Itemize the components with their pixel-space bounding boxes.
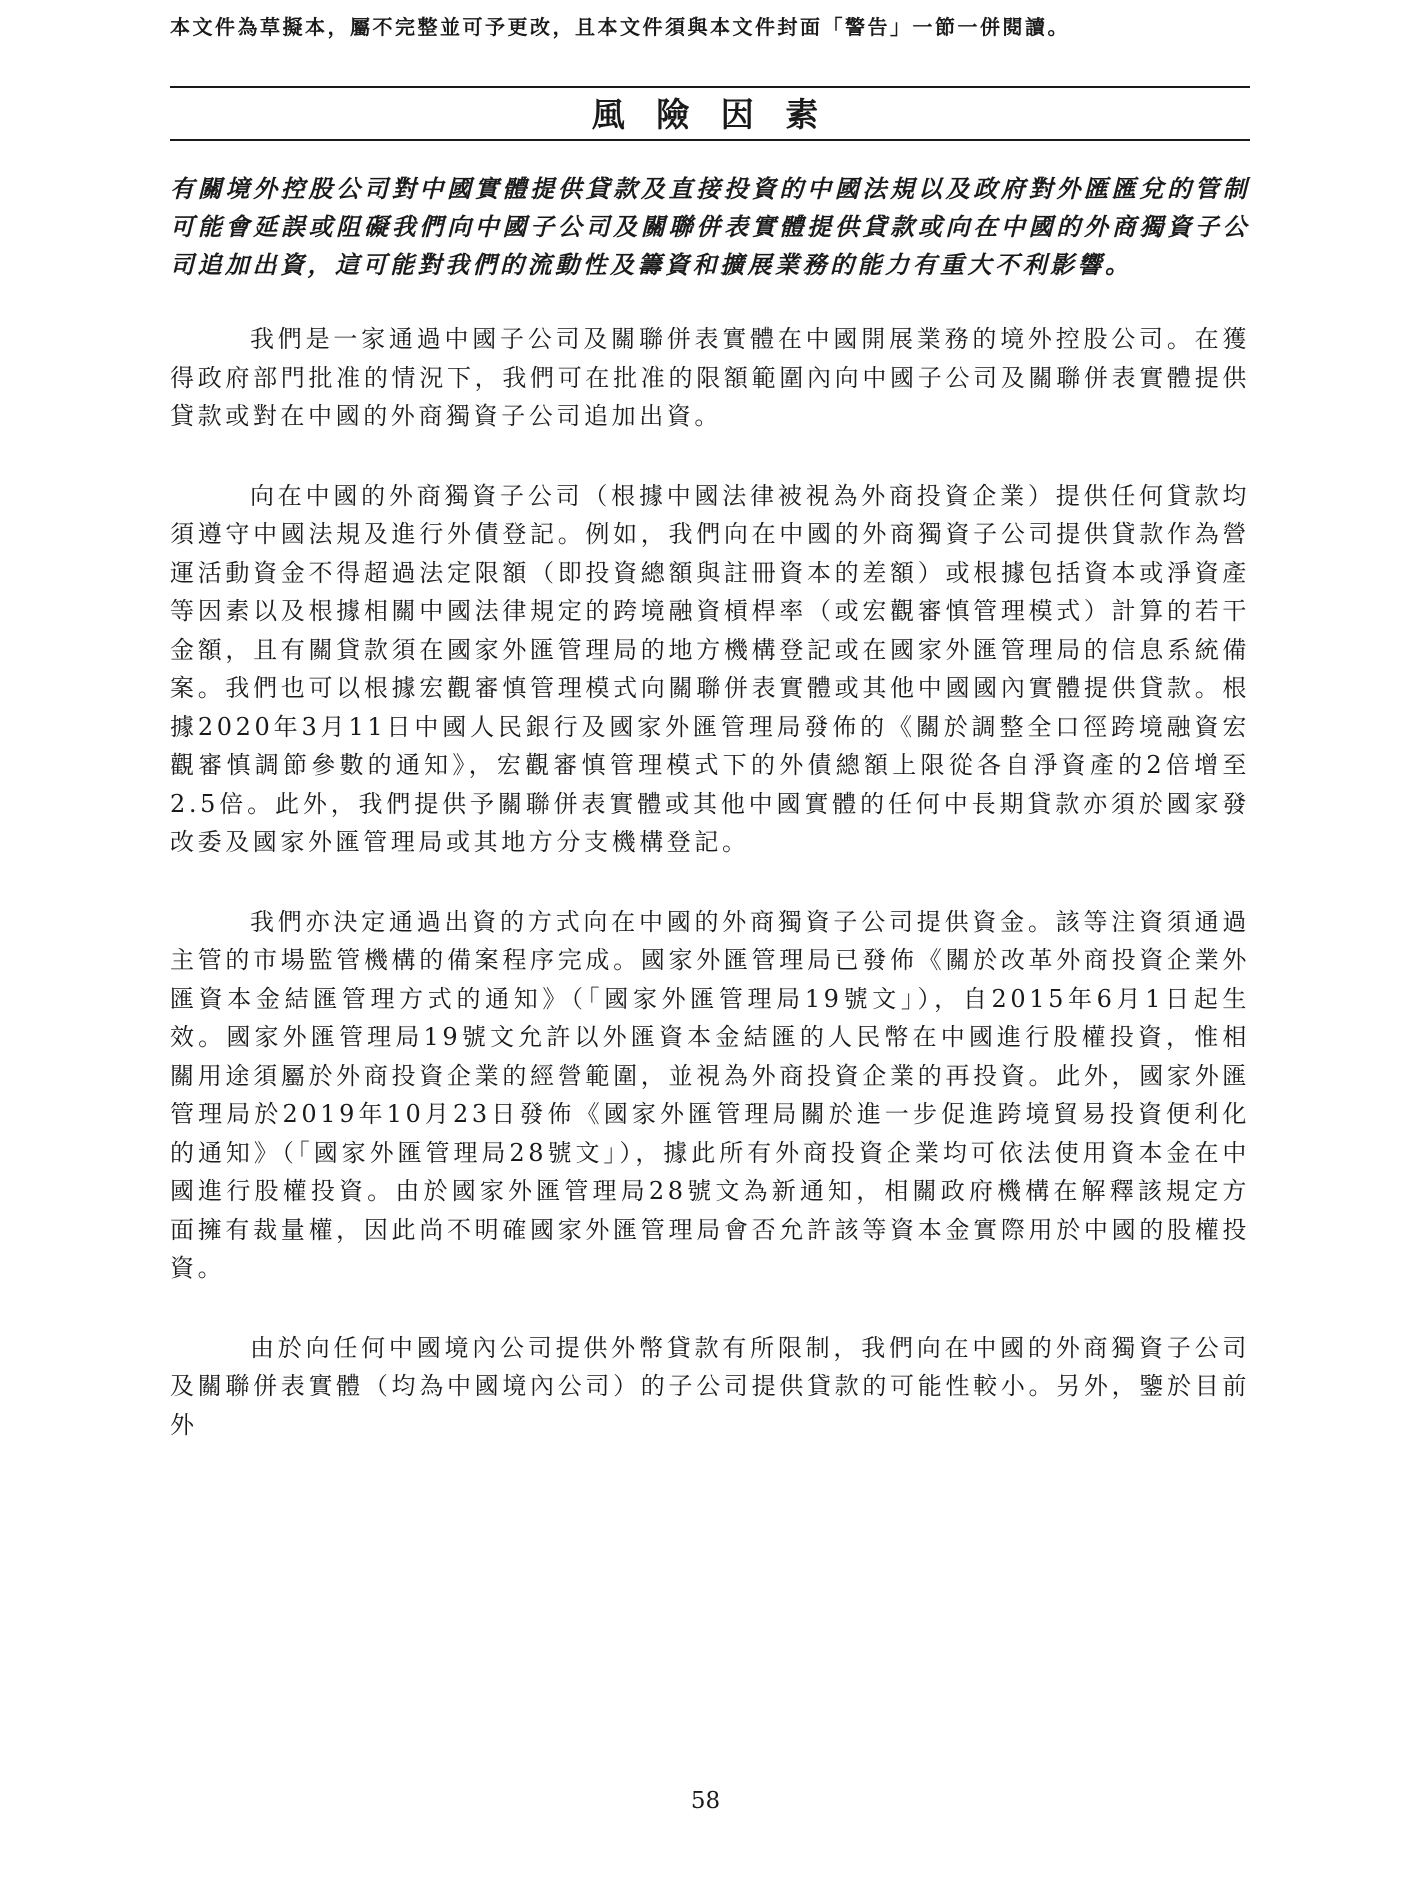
body-paragraph-1: 我們是一家通過中國子公司及關聯併表實體在中國開展業務的境外控股公司。在獲得政府部門批准的情況下，我們可在批准的限額範圍內向中國子公司及關聯併表實體提供貸款或對在中國的外商獨資子公司追加出資。 xyxy=(170,325,1250,430)
body-paragraph-3: 我們亦決定通過出資的方式向在中國的外商獨資子公司提供資金。該等注資須通過主管的市場監管機構的備案程序完成。國家外匯管理局已發佈《關於改革外商投資企業外匯資本金結匯管理方式的通知》（「國家外匯管理局19號文」），自2015年6月1日起生效。國家外匯管理局19號文允許以外匯資本金結匯的人民幣在中國進行股權投資，惟相關用途須屬於外商投資企業的經營範圍，並視為外商投資企業的再投資。此外，國家外匯管理局於2019年10月23日發佈《國家外匯管理局關於進一步促進跨境貿易投資便利化的通知》（「國家外匯管理局28號文」），據此所有外商投資企業均可依法使用資本金在中國進行股權投資。由於國家外匯管理局28號文為新通知，相關政府機構在解釋該規定方面擁有裁量權，因此尚不明確國家外匯管理局會否允許該等資本金實際用於中國的股權投資。 xyxy=(170,907,1250,1282)
page-body xyxy=(170,170,1250,1444)
body-paragraph-2: 向在中國的外商獨資子公司（根據中國法律被視為外商投資企業）提供任何貸款均須遵守中國法規及進行外債登記。例如，我們向在中國的外商獨資子公司提供貸款作為營運活動資金不得超過法定限額（即投資總額與註冊資本的差額）或根據包括資本或淨資產等因素以及根據相關中國法律規定的跨境融資槓桿率（或宏觀審慎管理模式）計算的若干金額，且有關貸款須在國家外匯管理局的地方機構登記或在國家外匯管理局的信息系統備案。我們也可以根據宏觀審慎管理模式向關聯併表實體或其他中國國內實體提供貸款。根據2020年3月11日中國人民銀行及國家外匯管理局發佈的《關於調整全口徑跨境融資宏觀審慎調節參數的通知》，宏觀審慎管理模式下的外債總額上限從各自淨資產的2倍增至2.5倍。此外，我們提供予關聯併表實體或其他中國實體的任何中長期貸款亦須於國家發改委及國家外匯管理局或其地方分支機構登記。 xyxy=(170,481,1250,856)
title-rule-top xyxy=(170,86,1250,88)
risk-factor-heading: 有關境外控股公司對中國實體提供貸款及直接投資的中國法規以及政府對外匯匯兌的管制可能會延誤或阻礙我們向中國子公司及關聯併表實體提供貸款或向在中國的外商獨資子公司追加出資，這可能對我們的流動性及籌資和擴展業務的能力有重大不利影響。 xyxy=(170,174,1250,279)
title-rule-bottom xyxy=(170,139,1250,141)
body-paragraph-4: 由於向任何中國境內公司提供外幣貸款有所限制，我們向在中國的外商獨資子公司及關聯併表實體（均為中國境內公司）的子公司提供貸款的可能性較小。另外，鑒於目前外 xyxy=(170,1333,1250,1439)
draft-notice: 本文件為草擬本，屬不完整並可予更改，且本文件須與本文件封面「警告」一節一併閱讀。 xyxy=(170,15,1070,39)
page-number: 58 xyxy=(690,1788,721,1814)
section-title: 風 險 因 素 xyxy=(591,95,829,134)
